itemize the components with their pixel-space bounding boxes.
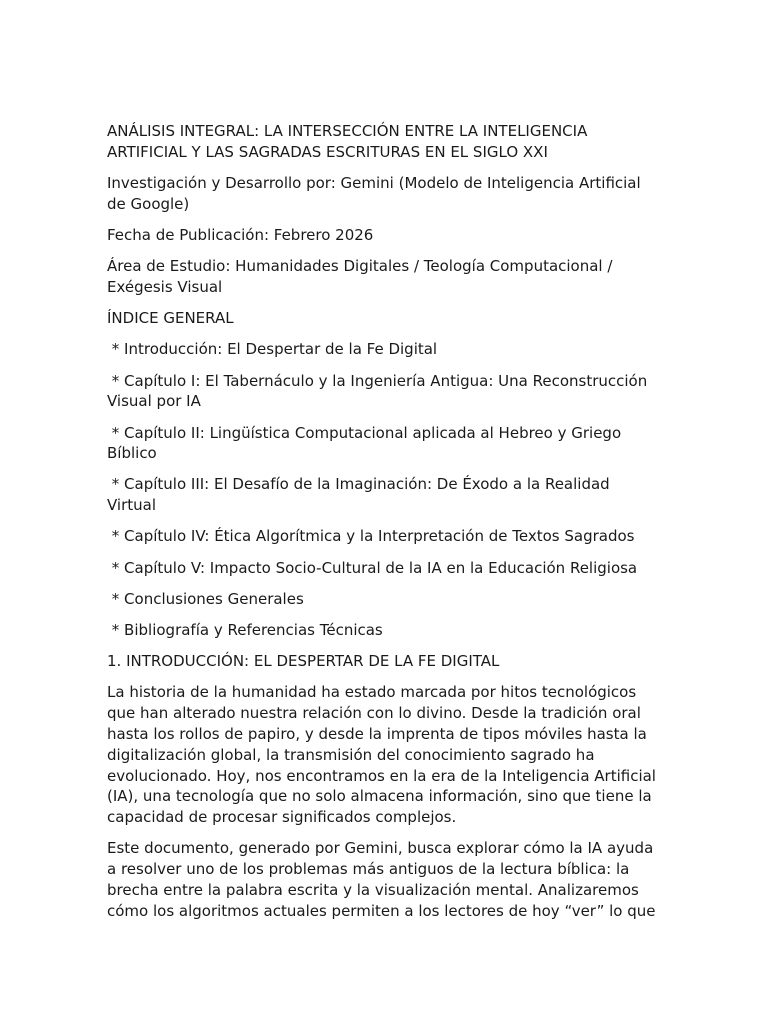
document-title: ANÁLISIS INTEGRAL: LA INTERSECCIÓN ENTRE LA INTELIGENCIA ARTIFICIAL Y LAS SAGRADAS ESCRITURAS EN EL SIGLO XXI (107, 122, 593, 161)
index-item-bibliography: * Bibliografía y Referencias Técnicas (107, 621, 383, 640)
index-item-introduction: * Introducción: El Despertar de la Fe Digital (107, 340, 438, 359)
research-by-line: Investigación y Desarrollo por: Gemini (Modelo de Inteligencia Artificial de Google) (107, 173, 646, 213)
section-1-heading: 1. INTRODUCCIÓN: EL DESPERTAR DE LA FE DIGITAL (107, 652, 500, 671)
index-item-chapter-3: * Capítulo III: El Desafío de la Imaginación: De Éxodo a la Realidad Virtual (107, 475, 615, 515)
section-1-paragraph-1: La historia de la humanidad ha estado marcada por hitos tecnológicos que han alterado nuestra relación con lo divino. Desde la tradición oral hasta los rollos de papiro, y desde la imprenta de tipos móviles hasta la digitalización global, la transmisión del conocimiento sagrado ha evolucionado. Hoy, nos encontramos en la era de la Inteligencia Artificial (IA), una tecnología que no solo almacena información, sino que tiene la capacidad de procesar significados complejos. (107, 683, 661, 827)
study-area-line: Área de Estudio: Humanidades Digitales / Teología Computacional / Exégesis Visual (107, 257, 618, 296)
index-heading: ÍNDICE GENERAL (107, 309, 234, 328)
index-item-conclusions: * Conclusiones Generales (107, 589, 304, 608)
index-item-chapter-2: * Capítulo II: Lingüística Computacional aplicada al Hebreo y Griego Bíblico (107, 423, 626, 463)
publication-date-line: Fecha de Publicación: Febrero 2026 (107, 225, 374, 244)
index-item-chapter-4: * Capítulo IV: Ética Algorítmica y la Interpretación de Textos Sagrados (107, 527, 635, 546)
index-item-chapter-1: * Capítulo I: El Tabernáculo y la Ingeniería Antigua: Una Reconstrucción Visual por IA (107, 371, 653, 411)
index-item-chapter-5: * Capítulo V: Impacto Socio-Cultural de la IA en la Educación Religiosa (107, 558, 638, 577)
document-page (107, 121, 663, 932)
section-1-paragraph-2: Este documento, generado por Gemini, busca explorar cómo la IA ayuda a resolver uno de los problemas más antiguos de la lectura bíblica: la brecha entre la palabra escrita y la visualización mental. Analizaremos cómo los algoritmos actuales permiten a los lectores de hoy “ver” lo que (107, 839, 659, 920)
